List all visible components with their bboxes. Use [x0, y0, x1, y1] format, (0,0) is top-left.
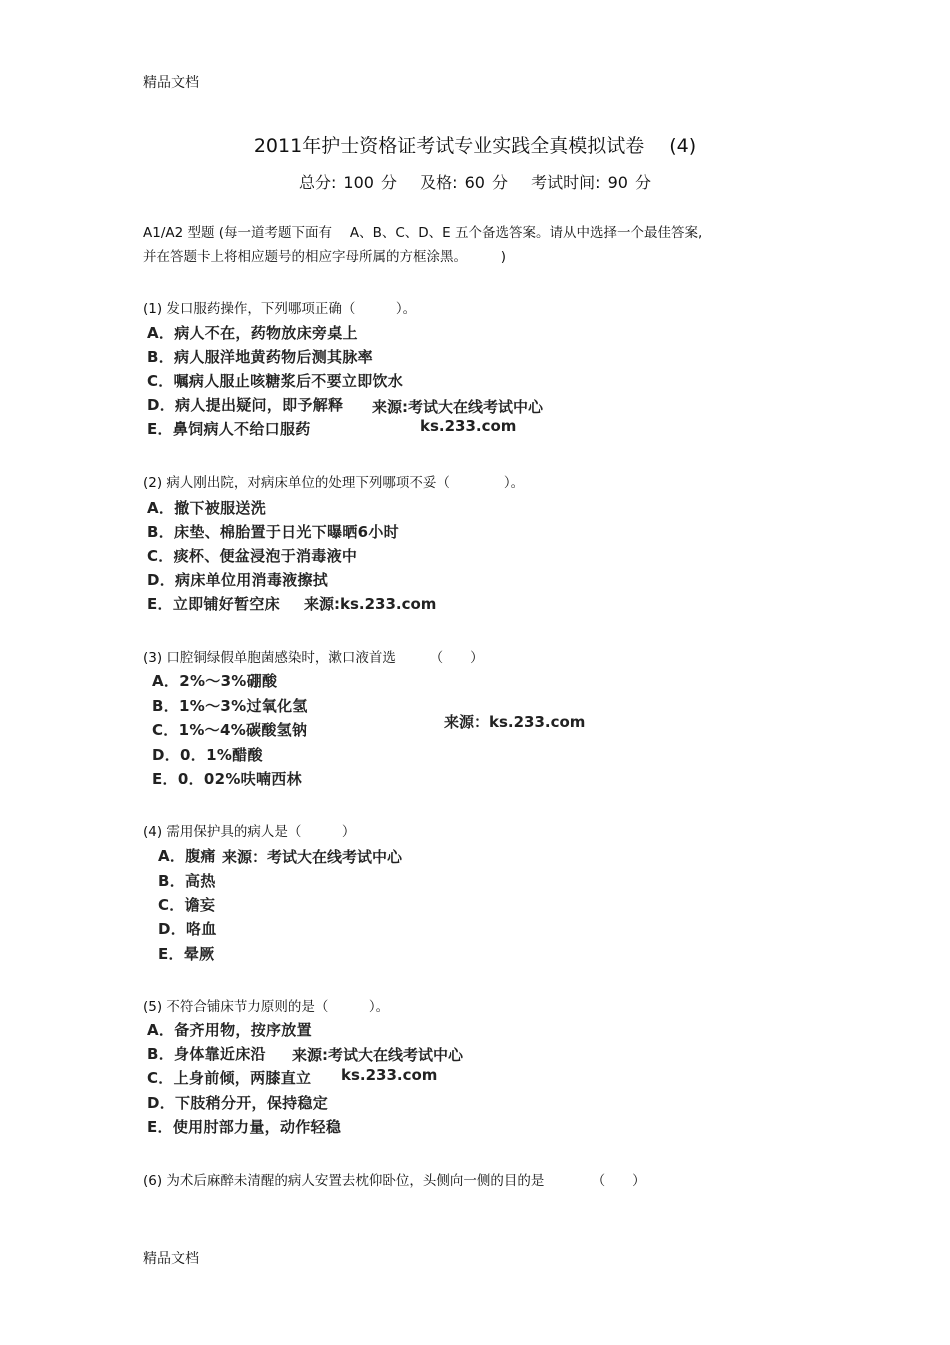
question-5-option-d: D．下肢稍分开，保持稳定 [147, 1094, 329, 1112]
question-3-stem: (3) 口腔铜绿假单胞菌感染时，漱口液首选 （ ） [143, 650, 484, 666]
watermark: 来源:考试大在线考试中心 [292, 1046, 463, 1064]
watermark: ks.233.com [341, 1066, 438, 1084]
page-header: 精品文档 [143, 75, 199, 91]
question-5-option-c: C．上身前倾，两膝直立 [147, 1069, 312, 1087]
question-4-option-d: D．咯血 [158, 920, 217, 938]
question-5-option-e: E．使用肘部力量，动作轻稳 [147, 1118, 342, 1136]
question-3-option-c: C．1%～4%碳酸氢钠 [152, 721, 308, 739]
question-1-option-a: A．病人不在，药物放床旁桌上 [147, 324, 358, 342]
question-4-option-a: A．腹痛 [158, 847, 216, 865]
watermark: 来源:ks.233.com [304, 595, 437, 613]
question-2-option-c: C．痰杯、便盆浸泡于消毒液中 [147, 547, 358, 565]
question-5-option-b: B．身体靠近床沿 [147, 1045, 266, 1063]
question-1-option-e: E．鼻饲病人不给口服药 [147, 420, 311, 438]
question-2-option-d: D．病床单位用消毒液擦拭 [147, 571, 329, 589]
instructions-line-2: 并在答题卡上将相应题号的相应字母所属的方框涂黑。 ) [143, 249, 507, 265]
question-1-stem: (1) 发口服药操作，下列哪项正确（ ）。 [143, 301, 417, 317]
question-4-option-e: E．晕厥 [158, 945, 215, 963]
question-1-option-c: C．嘱病人服止咳糖浆后不要立即饮水 [147, 372, 404, 390]
question-5-option-a: A．备齐用物，按序放置 [147, 1021, 312, 1039]
exam-title: 2011年护士资格证考试专业实践全真模拟试卷 (4) [253, 135, 697, 157]
question-1-option-b: B．病人服洋地黄药物后测其脉率 [147, 348, 373, 366]
watermark: 来源：ks.233.com [444, 713, 586, 731]
instructions-line-1: A1/A2 型题 (每一道考题下面有 A、B、C、D、E 五个备选答案。请从中选择一个最佳答案, [143, 225, 703, 241]
question-3-option-b: B．1%～3%过氧化氢 [152, 697, 308, 715]
question-2-option-b: B．床垫、棉胎置于日光下曝晒6小时 [147, 523, 399, 541]
page-footer: 精品文档 [143, 1251, 199, 1267]
question-4-option-c: C．谵妄 [158, 896, 216, 914]
question-4-option-b: B．高热 [158, 872, 216, 890]
watermark: 来源：考试大在线考试中心 [222, 848, 403, 866]
question-3-option-a: A．2%～3%硼酸 [152, 672, 278, 690]
question-1-option-d: D．病人提出疑问，即予解释 [147, 396, 344, 414]
question-4-stem: (4) 需用保护具的病人是（ ） [143, 824, 356, 840]
exam-info: 总分: 100 分 及格: 60 分 考试时间: 90 分 [298, 173, 652, 192]
question-2-stem: (2) 病人刚出院，对病床单位的处理下列哪项不妥（ ）。 [143, 475, 525, 491]
question-3-option-d: D．0．1%醋酸 [152, 746, 263, 764]
question-3-option-e: E．0．02%呋喃西林 [152, 770, 302, 788]
question-5-stem: (5) 不符合铺床节力原则的是（ ）。 [143, 999, 390, 1015]
watermark: 来源:考试大在线考试中心 [372, 398, 543, 416]
watermark: ks.233.com [420, 417, 517, 435]
question-2-option-e: E．立即铺好暂空床 [147, 595, 280, 613]
question-6-stem: (6) 为术后麻醉未清醒的病人安置去枕仰卧位，头侧向一侧的目的是 （ ） [143, 1173, 646, 1189]
question-2-option-a: A．撤下被服送洗 [147, 499, 267, 517]
